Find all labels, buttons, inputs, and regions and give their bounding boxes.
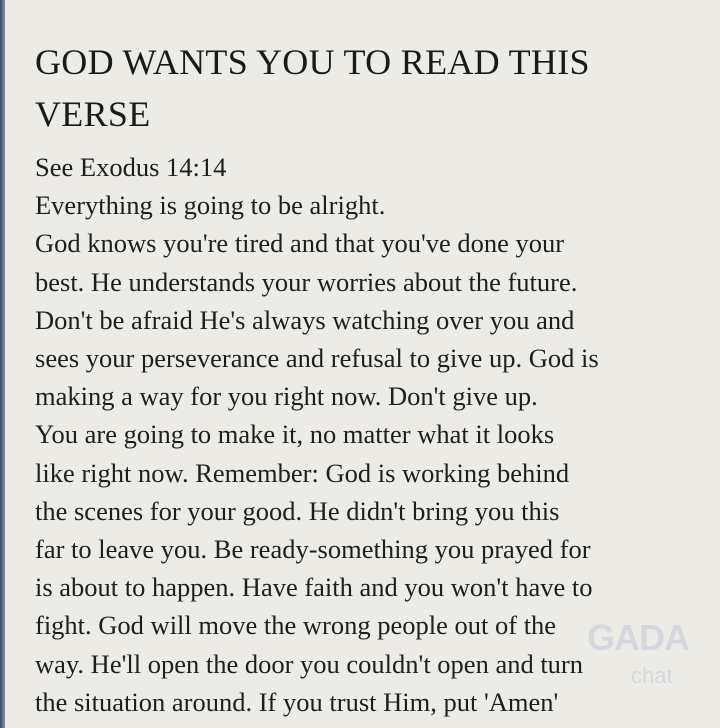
body-line: God knows you're tired and that you've done your [35, 228, 565, 259]
watermark-main: GADA [587, 617, 689, 658]
body-line: Everything is going to be alright. [35, 190, 386, 221]
body-line: the situation around. If you trust Him, put 'Amen' [35, 686, 559, 717]
body-line: is about to happen. Have faith and you won't have to [35, 572, 593, 603]
body-line: way. He'll open the door you couldn't open and turn [35, 648, 584, 679]
title-line: VERSE [35, 94, 151, 134]
title-line: GOD WANTS YOU TO READ THIS [35, 42, 590, 82]
body-line: like right now. Remember: God is working behind [35, 457, 570, 488]
verse-card [35, 36, 705, 721]
body-line: sees your perseverance and refusal to give up. God is [35, 343, 599, 374]
verse-body [35, 148, 705, 721]
body-line: far to leave you. Be ready-something you prayed for [35, 534, 591, 565]
body-line: fight. God will move the wrong people out of the [35, 610, 557, 641]
page-edge-strip [0, 0, 5, 728]
body-line: best. He understands your worries about the future. [35, 266, 578, 297]
verse-reference: See Exodus 14:14 [35, 152, 227, 182]
body-line: Don't be afraid He's always watching over you and [35, 304, 575, 335]
body-line: You are going to make it, no matter what it looks [35, 419, 555, 450]
body-line: making a way for you right now. Don't give up. [35, 381, 538, 412]
body-line: the scenes for your good. He didn't bring you this [35, 495, 560, 526]
page-title [35, 36, 705, 140]
watermark-sub: chat [631, 663, 673, 688]
